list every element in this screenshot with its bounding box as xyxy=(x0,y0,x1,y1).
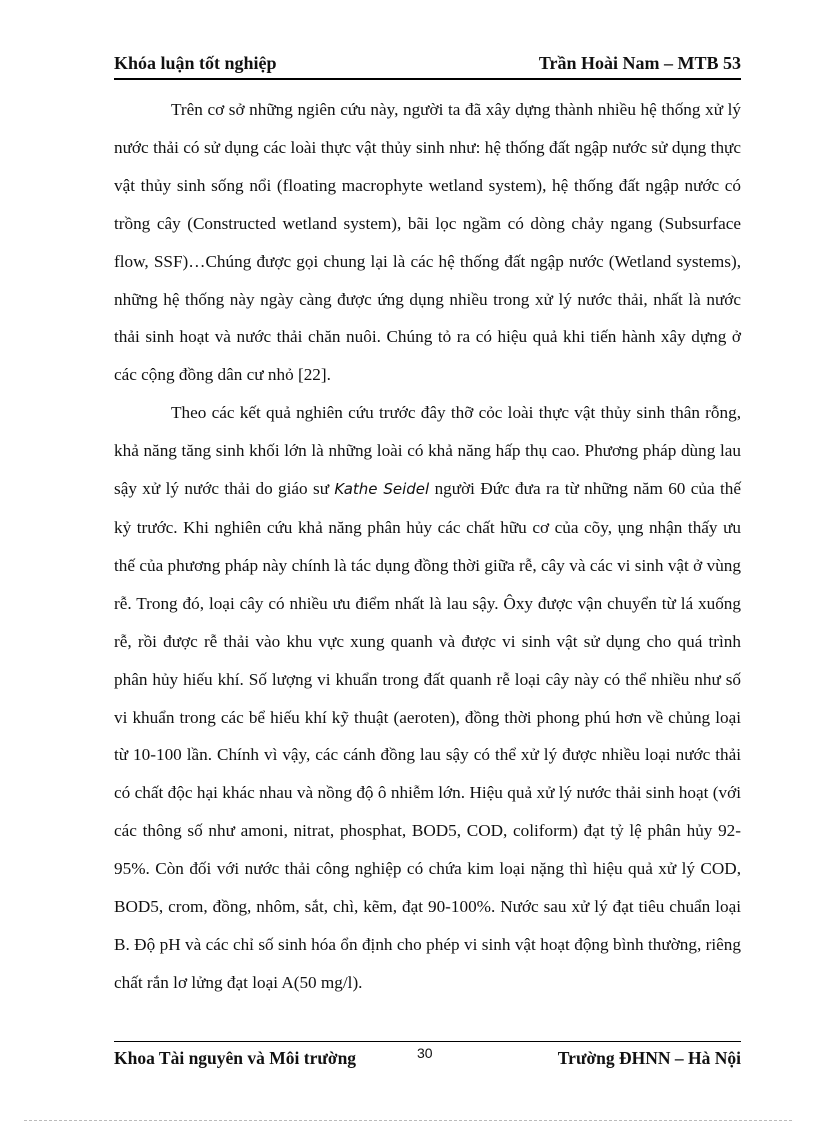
body-text xyxy=(114,91,741,1002)
footer-university: Trường ĐHNN – Hà Nội xyxy=(557,1048,741,1068)
scientist-name: Kathe Seidel xyxy=(334,480,430,499)
page-bottom-divider xyxy=(24,1120,792,1121)
footer-faculty: Khoa Tài nguyên và Môi trường xyxy=(114,1048,357,1068)
paragraph-text-before: Theo các kết quả nghiên cứu trước đây thỡ cỏc loài thực vật thủy sinh thân rỗng, khả năng tăng sinh khối lớn là những loài có khả năng hấp thụ cao. Phương pháp dùng lau sậy xử lý nước thải do giáo sư xyxy=(114,403,741,499)
page-footer xyxy=(114,1041,741,1076)
header-author: Trần Hoài Nam – MTB 53 xyxy=(538,53,741,73)
header-thesis-title: Khóa luận tốt nghiệp xyxy=(114,53,277,73)
paragraph-text-after: người Đức đưa ra từ những năm 60 của thế kỷ trước. Khi nghiên cứu khả năng phân hủy các chất hữu cơ của cõy, ụng nhận thấy ưu thế của phương pháp này chính là tác dụng đồng thời giữa rễ, cây và các vi sinh vật ở vùng rễ. Trong đó, loại cây có nhiều ưu điểm nhất là lau sậy. Ôxy được vận chuyển từ lá xuống rễ, rồi được rễ thải vào khu vực xung quanh và được vi sinh vật sử dụng cho quá trình phân hủy hiếu khí. Số lượng vi khuẩn trong đất quanh rễ loại cây này có thể nhiều như số vi khuẩn trong các bể hiếu khí kỹ thuật (aeroten), đồng thời phong phú hơn về chủng loại từ 10-100 lần. Chính vì vậy, các cánh đồng lau sậy có thể xử lý được nhiều loại nước thải có chất độc hại khác nhau và nồng độ ô nhiễm lớn. Hiệu quả xử lý nước thải sinh hoạt (với các thông số như amoni, nitrat, phosphat, BOD5, COD, coliform) đạt tỷ lệ phân hủy 92-95%. Còn đối với nước thải công nghiệp có chứa kim loại nặng thì hiệu quả xử lý COD, BOD5, crom, đồng, nhôm, sắt, chì, kẽm, đạt 90-100%. Nước sau xử lý đạt tiêu chuẩn loại B. Độ pH và các chỉ số sinh hóa ổn định cho phép vi sinh vật hoạt động bình thường, riêng chất rắn lơ lửng đạt loại A(50 mg/l). xyxy=(114,479,742,992)
paragraph-reed-research xyxy=(114,394,741,1002)
page-header xyxy=(114,50,741,80)
paragraph-wetland-systems: Trên cơ sở những ngiên cứu này, người ta đã xây dựng thành nhiều hệ thống xử lý nước thải có sử dụng các loài thực vật thủy sinh như: hệ thống đất ngập nước sử dụng thực vật thủy sinh sống nổi (floating macrophyte wetland system), hệ thống đất ngập nước có trồng cây (Constructed wetland system), bãi lọc ngầm có dòng chảy ngang (Subsurface flow, SSF)…Chúng được gọi chung lại là các hệ thống đất ngập nước (Wetland systems), những hệ thống này ngày càng được ứng dụng nhiều trong xử lý nước thải, nhất là nước thải sinh hoạt và nước thải chăn nuôi. Chúng tỏ ra có hiệu quả khi tiến hành xây dựng ở các cộng đồng dân cư nhỏ [22]. xyxy=(114,100,741,385)
page-number: 30 xyxy=(417,1045,433,1061)
